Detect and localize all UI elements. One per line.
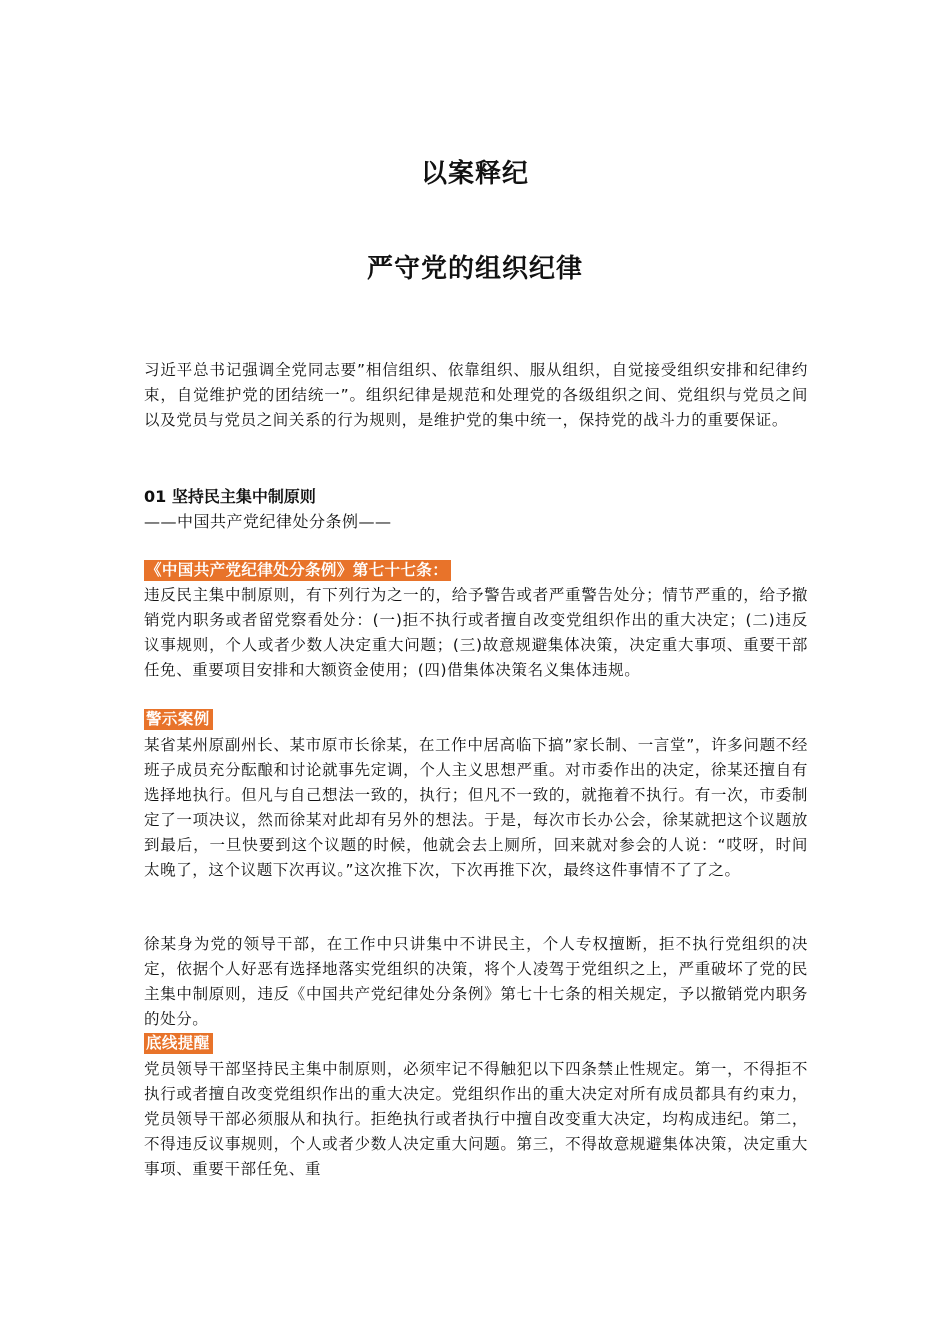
case-paragraph-1: 某省某州原副州长、某市原市长徐某，在工作中居高临下搞”家长制、一言堂”，许多问题不经班子成员充分酝酿和讨论就事先定调，个人主义思想严重。对市委作出的决定，徐某还擅自有选择地执行。但凡与自己想法一致的，执行；但凡不一致的，就拖着不执行。有一次，市委制定了一项决议，然而徐某对此却有另外的想法。于是，每次市长办公会，徐某就把这个议题放到最后，一旦快要到这个议题的时候，他就会去上厕所，回来就对参会的人说：“哎呀，时间太晚了，这个议题下次再议。”这次推下次，下次再推下次，最终这件事情不了了之。 xyxy=(144,736,808,879)
bottom-line-paragraph: 党员领导干部坚持民主集中制原则，必须牢记不得触犯以下四条禁止性规定。第一，不得拒不执行或者擅自改变党组织作出的重大决定。党组织作出的重大决定对所有成员都具有约束力，党员领导干部必须服从和执行。拒绝执行或者执行中擅自改变重大决定，均构成违纪。第二，不得违反议事规则，个人或者少数人决定重大问题。第三，不得故意规避集体决策，决定重大事项、重要干部任免、重 xyxy=(144,1060,808,1178)
article-tag: 《中国共产党纪律处分条例》第七十七条： xyxy=(144,560,451,581)
section-heading: 01 坚持民主集中制原则 xyxy=(144,487,316,506)
article-paragraph: 违反民主集中制原则，有下列行为之一的，给予警告或者严重警告处分；情节严重的，给予撤销党内职务或者留党察看处分：(一)拒不执行或者擅自改变党组织作出的重大决定；(二)违反议事规则，个人或者少数人决定重大问题；(三)故意规避集体决策，决定重大事项、重要干部任免、重要项目安排和大额资金使用；(四)借集体决策名义集体违规。 xyxy=(144,586,808,679)
document-subtitle: 严守党的组织纪律 xyxy=(366,254,583,284)
case-tag: 警示案例 xyxy=(144,709,213,730)
document-title: 以案释纪 xyxy=(420,159,529,189)
bottom-line-tag: 底线提醒 xyxy=(144,1033,213,1054)
intro-paragraph: 习近平总书记强调全党同志要”相信组织、依靠组织、服从组织，自觉接受组织安排和纪律约束，自觉维护党的团结统一”。组织纪律是规范和处理党的各级组织之间、党组织与党员之间以及党员与党员之间关系的行为规则，是维护党的集中统一，保持党的战斗力的重要保证。 xyxy=(144,361,808,429)
case-paragraph-2: 徐某身为党的领导干部，在工作中只讲集中不讲民主，个人专权擅断，拒不执行党组织的决定，依据个人好恶有选择地落实党组织的决策，将个人凌驾于党组织之上，严重破坏了党的民主集中制原则，违反《中国共产党纪律处分条例》第七十七条的相关规定，予以撤销党内职务的处分。 xyxy=(144,935,808,1028)
section-subheading: ——中国共产党纪律处分条例—— xyxy=(144,512,392,531)
